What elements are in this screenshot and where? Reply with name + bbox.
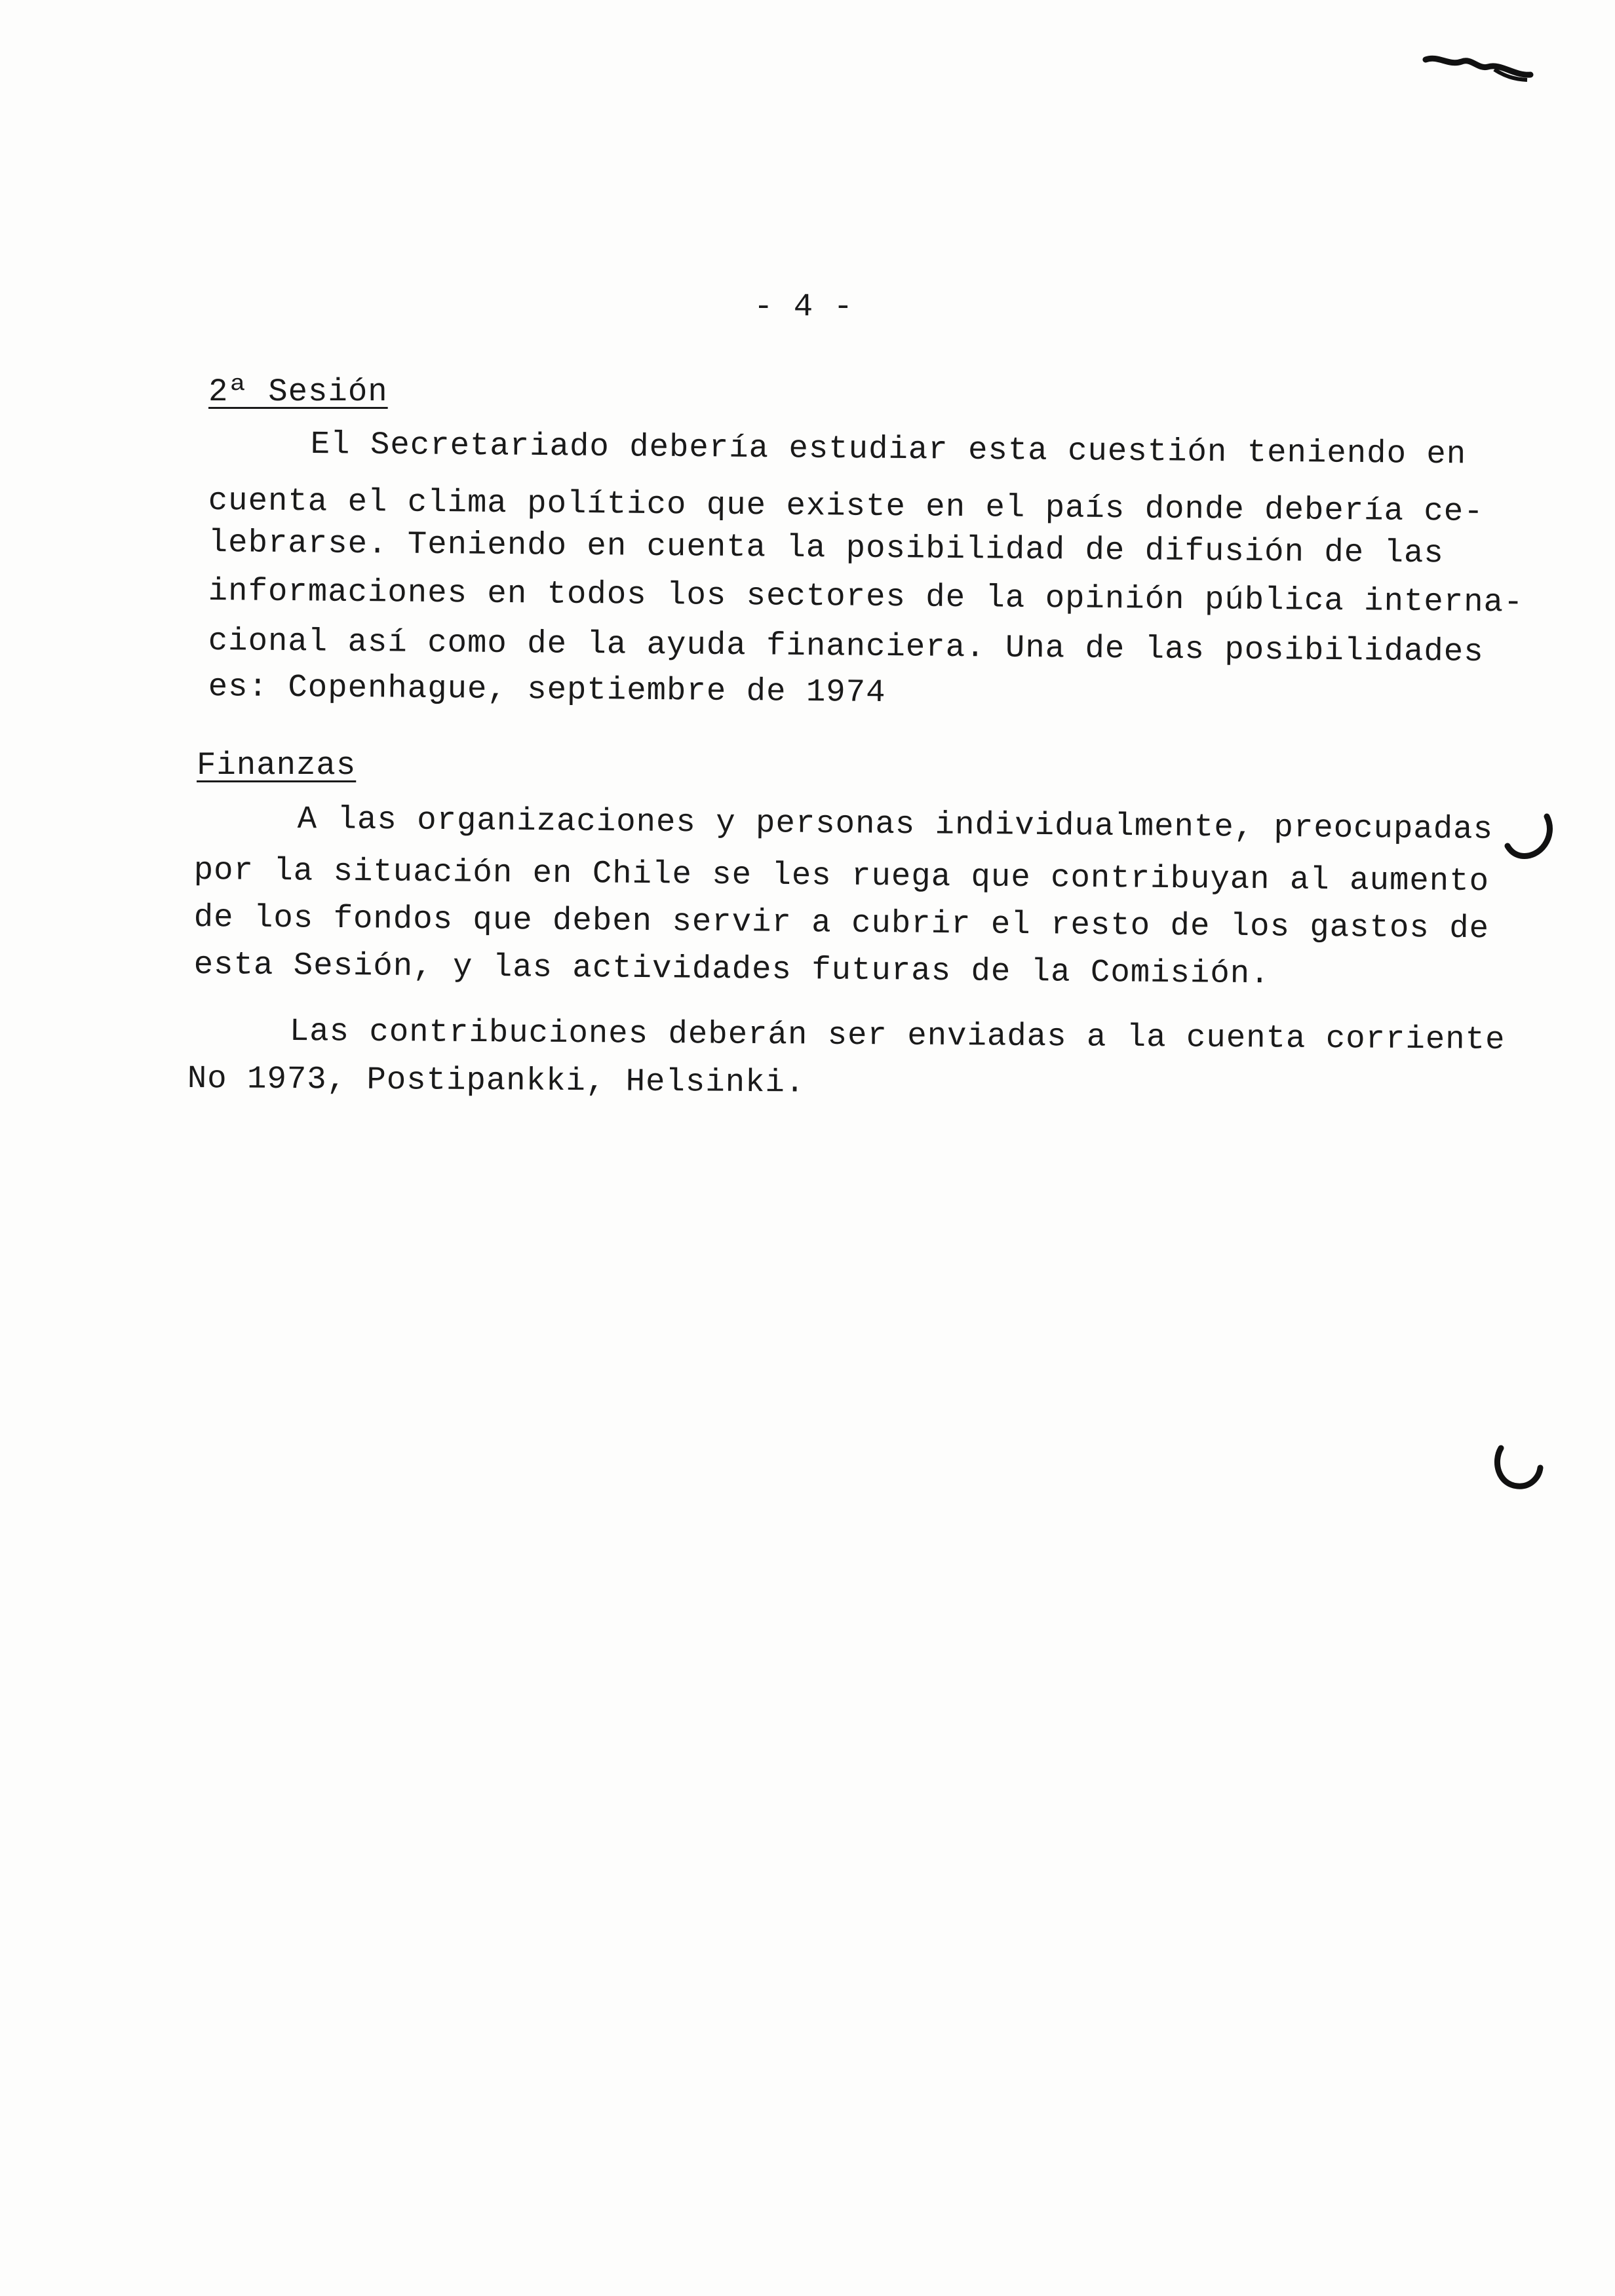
finance-heading: Finanzas: [197, 747, 357, 784]
session-line-5: cional así como de la ayuda financiera. Una de las posibilidades: [208, 622, 1484, 670]
session-line-6: es: Copenhague, septiembre de 1974: [208, 668, 886, 712]
page-number: - 4 -: [754, 288, 854, 325]
finance-p1-line-1: A las organizaciones y personas individualmente, preocupadas: [297, 801, 1494, 848]
finance-p1-line-4: esta Sesión, y las actividades futuras de la Comisión.: [193, 946, 1270, 993]
finance-p2-line-2: No 1973, Postipankki, Helsinki.: [187, 1060, 806, 1101]
session-line-4: informaciones en todos los sectores de la opinión pública interna-: [208, 573, 1524, 621]
session-line-3: lebrarse. Teniendo en cuenta la posibilidad de difusión de las: [208, 524, 1445, 572]
session-heading: 2ª Sesión: [208, 373, 388, 410]
finance-p2-line-1: Las contribuciones deberán ser enviadas a la cuenta corriente: [289, 1013, 1506, 1058]
binder-hole-mark-top: [1501, 810, 1560, 869]
session-line-2: cuenta el clima político que existe en el país donde debería ce-: [208, 482, 1484, 530]
ink-scribble-mark: [1422, 50, 1534, 89]
binder-hole-mark-bottom: [1488, 1442, 1547, 1501]
finance-p1-line-3: de los fondos que deben servir a cubrir el resto de los gastos de: [193, 899, 1490, 947]
finance-p1-line-2: por la situación en Chile se les ruega que contribuyan al aumento: [193, 852, 1490, 900]
session-line-1: El Secretariado debería estudiar esta cuestión teniendo en: [310, 426, 1467, 473]
